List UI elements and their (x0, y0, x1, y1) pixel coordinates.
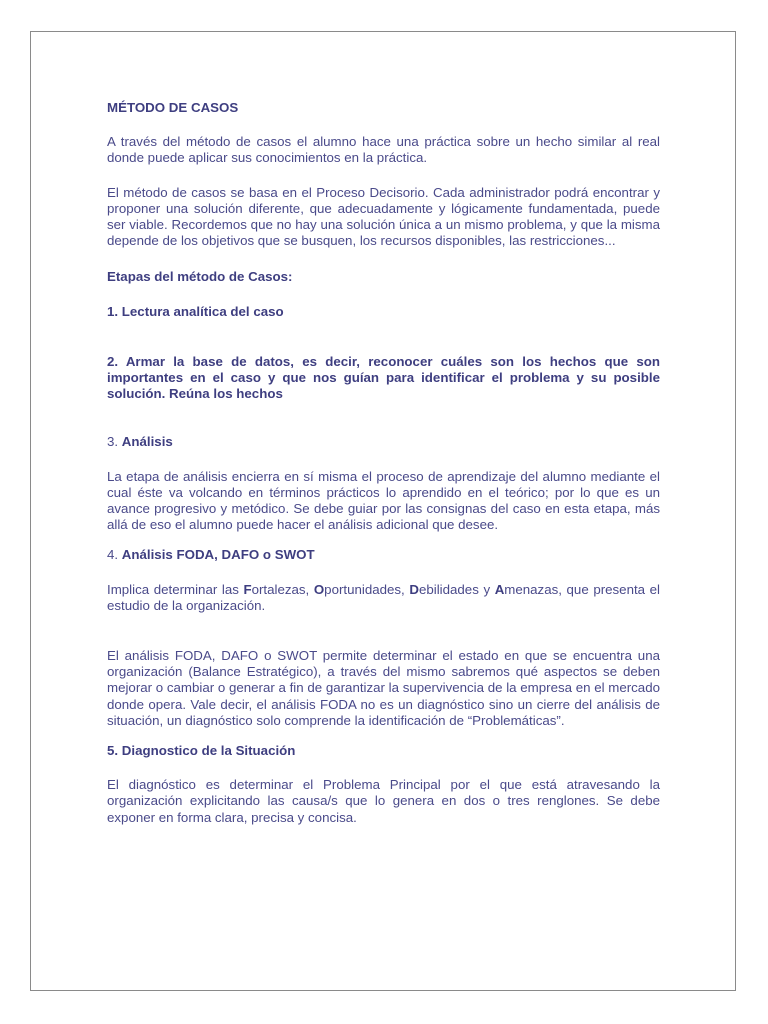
step-4-heading (107, 547, 660, 563)
foda-pre: Implica determinar las (107, 581, 244, 597)
foda-letter-d: D (409, 581, 419, 597)
step-3-heading (107, 434, 660, 450)
step-3-paragraph: La etapa de análisis encierra en sí misma el proceso de aprendizaje del alumno mediante el cual éste va volcando en términos prácticos lo aprendido en el teórico; por lo que es un avance progresivo y metódico. Se debe guiar por las consignas del caso en esta etapa, más allá de eso el alumno puede hacer el análisis adicional que desee. (107, 468, 660, 533)
foda-definition (107, 582, 660, 614)
foda-a-rest: menazas, que presenta el estudio de la organización. (107, 581, 661, 613)
document-body (107, 92, 660, 826)
step-2-heading: 2. Armar la base de datos, es decir, reconocer cuáles son los hechos que son importantes en el caso y que nos guían para identificar el problema y su posible solución. Reúna los hechos (107, 353, 660, 402)
step-4-paragraph: El análisis FODA, DAFO o SWOT permite determinar el estado en que se encuentra una organización (Balance Estratégico), a través del mismo sabremos qué aspectos se deben mejorar o cambiar o generar a fin de garantizar la supervivencia de la empresa en el mercado donde opera. Vale decir, el análisis FODA no es un diagnóstico sino un cierre del análisis de situación, un diagnóstico solo comprende la identificación de “Problemáticas”. (107, 648, 660, 728)
intro-paragraph: A través del método de casos el alumno hace una práctica sobre un hecho similar al real donde puede aplicar sus conocimientos en la práctica. (107, 134, 660, 166)
step-5-heading: 5. Diagnostico de la Situación (107, 743, 296, 759)
step-3-title: Análisis (121, 434, 173, 450)
foda-o-rest: portunidades, (324, 581, 410, 597)
document-title: MÉTODO DE CASOS (107, 100, 239, 115)
foda-f-rest: ortalezas, (251, 581, 314, 597)
document-page (30, 31, 736, 991)
step-1-heading: 1. Lectura analítica del caso (107, 303, 284, 319)
step-3-number: 3. (107, 434, 122, 450)
foda-d-rest: ebilidades y (418, 581, 495, 597)
stages-heading: Etapas del método de Casos: (107, 269, 293, 285)
step-4-title: Análisis FODA, DAFO o SWOT (121, 547, 315, 563)
process-paragraph: El método de casos se basa en el Proceso Decisorio. Cada administrador podrá encontrar y proponer una solución diferente, que adecuadamente y lógicamente fundamentada, puede ser viable. Recordemos que no hay una solución única a un mismo problema, y que la misma depende de los objetivos que se busquen, los recursos disponibles, las restricciones... (107, 184, 660, 249)
step-5-paragraph: El diagnóstico es determinar el Problema Principal por el que está atravesando la organización explicitando las causa/s que lo genera en dos o tres renglones. Se debe exponer en forma clara, precisa y concisa. (107, 777, 660, 825)
foda-letter-f: F (243, 581, 252, 597)
step-4-number: 4. (107, 547, 122, 563)
foda-letter-a: A (494, 581, 505, 597)
foda-letter-o: O (313, 581, 325, 597)
